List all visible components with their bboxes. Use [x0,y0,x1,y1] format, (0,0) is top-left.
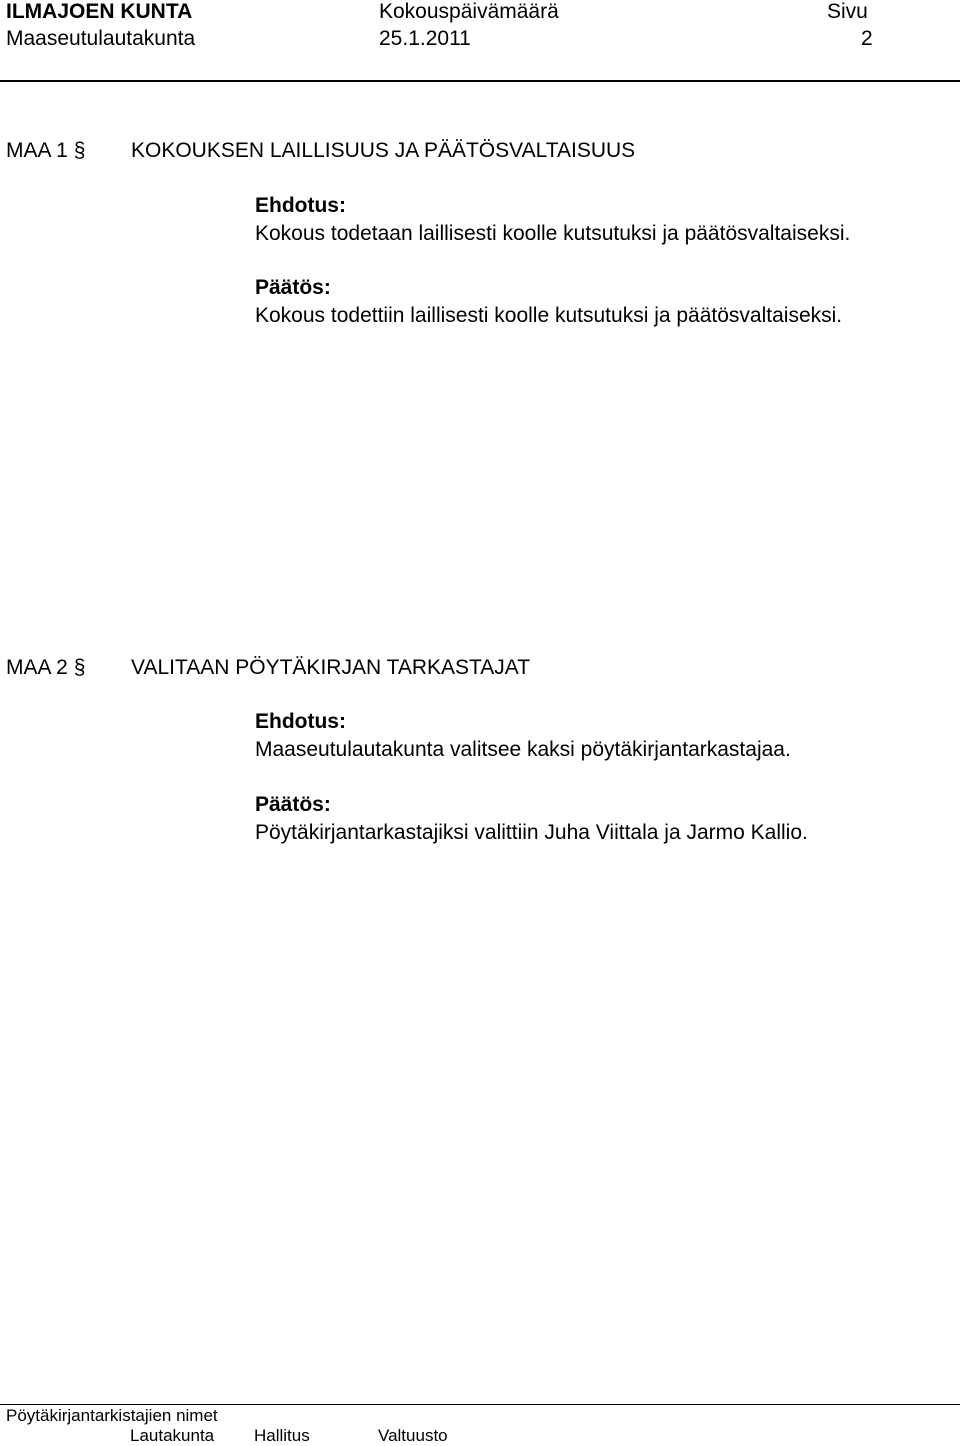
decision-text: Kokous todettiin laillisesti koolle kutsutuksi ja päätösvaltaiseksi. [255,304,843,327]
board-name: Maaseutulautakunta [6,27,196,50]
decision-text: Pöytäkirjantarkastajiksi valittiin Juha Viittala ja Jarmo Kallio. [255,821,808,844]
footer-column-hallitus: Hallitus [254,1426,310,1445]
proposal-label: Ehdotus: [255,194,346,217]
page-number: 2 [861,27,873,50]
proposal-label: Ehdotus: [255,710,346,733]
header-divider [0,80,960,82]
footer-title: Pöytäkirjantarkistajien nimet [6,1406,218,1425]
decision-label: Päätös: [255,276,331,299]
section-number: MAA 1 § [6,139,86,162]
footer-divider [0,1404,960,1405]
decision-label: Päätös: [255,793,331,816]
footer-column-lautakunta: Lautakunta [130,1426,215,1445]
section-title: VALITAAN PÖYTÄKIRJAN TARKASTAJAT [131,656,531,679]
section-title: KOKOUKSEN LAILLISUUS JA PÄÄTÖSVALTAISUUS [131,139,636,162]
page-label: Sivu [827,0,868,23]
proposal-text: Kokous todetaan laillisesti koolle kutsutuksi ja päätösvaltaiseksi. [255,222,851,245]
meeting-date-value: 25.1.2011 [379,27,471,50]
proposal-text: Maaseutulautakunta valitsee kaksi pöytäkirjantarkastajaa. [255,738,791,761]
meeting-date-label: Kokouspäivämäärä [379,0,559,23]
footer-column-valtuusto: Valtuusto [378,1426,448,1445]
municipality-name: ILMAJOEN KUNTA [6,0,193,23]
section-number: MAA 2 § [6,656,86,679]
